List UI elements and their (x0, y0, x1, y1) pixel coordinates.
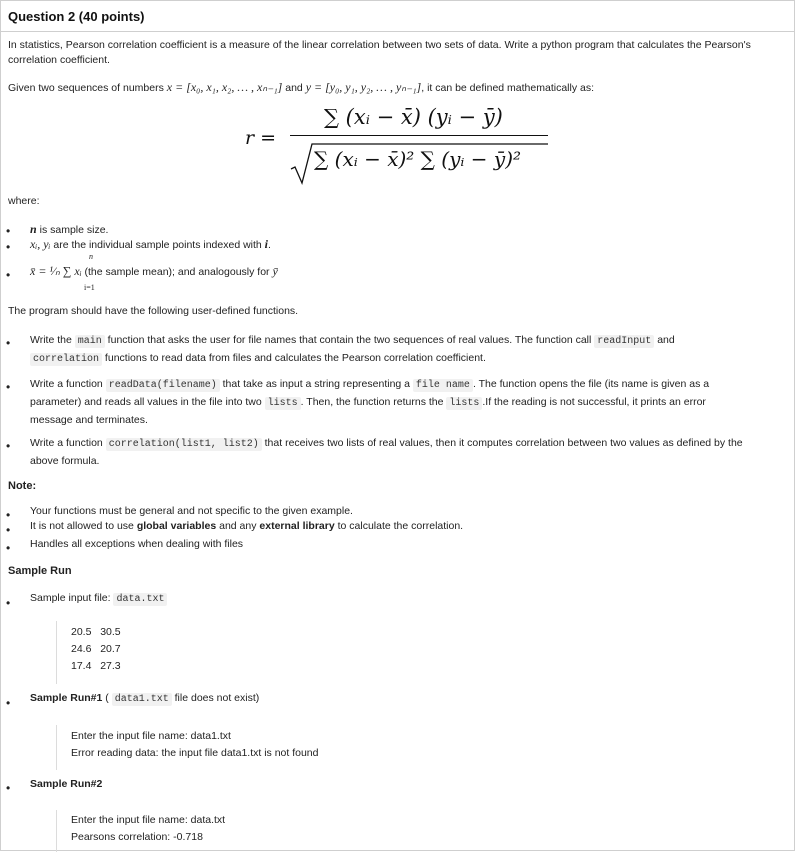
sum-upper-limit: n (89, 252, 93, 261)
bullet: • (6, 224, 11, 238)
note-item: Handles all exceptions when dealing with files (30, 538, 244, 550)
bullet: • (6, 781, 11, 795)
bullet: • (6, 508, 11, 522)
intro-paragraph: In statistics, Pearson correlation coefficient is a measure of the linear correlation between two sets of data. Write a python program that calculates the Pearson's correlation coefficient. (8, 39, 751, 66)
x-sequence: x = [x₀, x₁, x₂, … , xₙ₋₁] (166, 80, 283, 94)
sample-run-title: Sample Run (8, 565, 72, 577)
question-header (1, 1, 794, 32)
function-main-desc: Write the main function that asks the user for file names that contain the two sequences of real values. The function call readInput and correlation functions to read data from files and calculates the Pearson correlation coefficient. (30, 334, 675, 365)
data-row: 20.5 30.5 (71, 626, 121, 638)
bullet: • (6, 439, 11, 453)
note-item: It is not allowed to use global variables and any external library to calculate the correlation. (30, 520, 464, 532)
given-sentence: Given two sequences of numbers x = [x₀, x₁, x₂, … , xₙ₋₁] and y = [y₀, y₁, y₂, … , yₙ₋₁], it can be defined mathematically as: (8, 80, 594, 94)
run1-output (56, 725, 319, 770)
bullet: • (6, 240, 11, 254)
function-correlation-desc: Write a function correlation(list1, list2) that receives two lists of real values, then it computes correlation between two values as defined by the above formula. (30, 437, 743, 467)
output-line: Pearsons correlation: -0.718 (71, 831, 203, 843)
sample-input-line: Sample input file: data.txt (30, 592, 167, 605)
where-item-n: n is sample size. (30, 222, 109, 236)
bullet: • (6, 380, 11, 394)
output-line: Error reading data: the input file data1.txt is not found (71, 747, 319, 759)
formula-lhs: r = (245, 127, 277, 149)
run2-header: Sample Run#2 (30, 778, 103, 790)
where-item-sample-points: xᵢ, yᵢ are the individual sample points indexed with i. (30, 237, 271, 251)
run2-output (56, 810, 225, 852)
output-line: Enter the input file name: data1.txt (71, 730, 231, 742)
formula-denominator: ∑ (xᵢ − x̄)² ∑ (yᵢ − ȳ)² (314, 147, 522, 171)
where-item-mean: x̄ = ¹⁄ₙ ∑ xᵢ (the sample mean); and analogously for ȳ (30, 264, 278, 278)
run1-header: Sample Run#1 ( data1.txt file does not exist) (30, 692, 260, 705)
where-label: where: (8, 195, 40, 207)
data-row: 24.6 20.7 (71, 643, 121, 655)
bullet: • (6, 523, 11, 537)
question-title: Question 2 (40 points) (8, 9, 145, 24)
data-row: 17.4 27.3 (71, 660, 121, 672)
bullet: • (6, 696, 11, 710)
sample-data-block (56, 621, 121, 684)
bullet: • (6, 336, 11, 350)
fraction-line (290, 135, 548, 136)
y-sequence: y = [y₀, y₁, y₂, … , yₙ₋₁] (305, 80, 422, 94)
bullet: • (6, 596, 11, 610)
functions-intro: The program should have the following user-defined functions. (8, 305, 299, 317)
output-line: Enter the input file name: data.txt (71, 814, 226, 826)
note-item: Your functions must be general and not specific to the given example. (30, 505, 353, 517)
note-title: Note: (8, 480, 37, 492)
function-readdata-desc: Write a function readData(filename) that take as input a string representing a file name . The function opens the file (its name is given as a parameter) and reads all values in the file into two lists . Then, the function returns the lists .If the reading is not successful, it prints an error message and terminates. (30, 378, 710, 426)
sum-lower-limit: i=1 (84, 283, 95, 292)
bullet: • (6, 541, 11, 555)
formula-numerator: ∑ (xᵢ − x̄) (yᵢ − ȳ) (324, 105, 503, 129)
bullet: • (6, 268, 11, 282)
mean-formula: x̄ = ¹⁄ₙ ∑ xᵢ (30, 264, 82, 278)
